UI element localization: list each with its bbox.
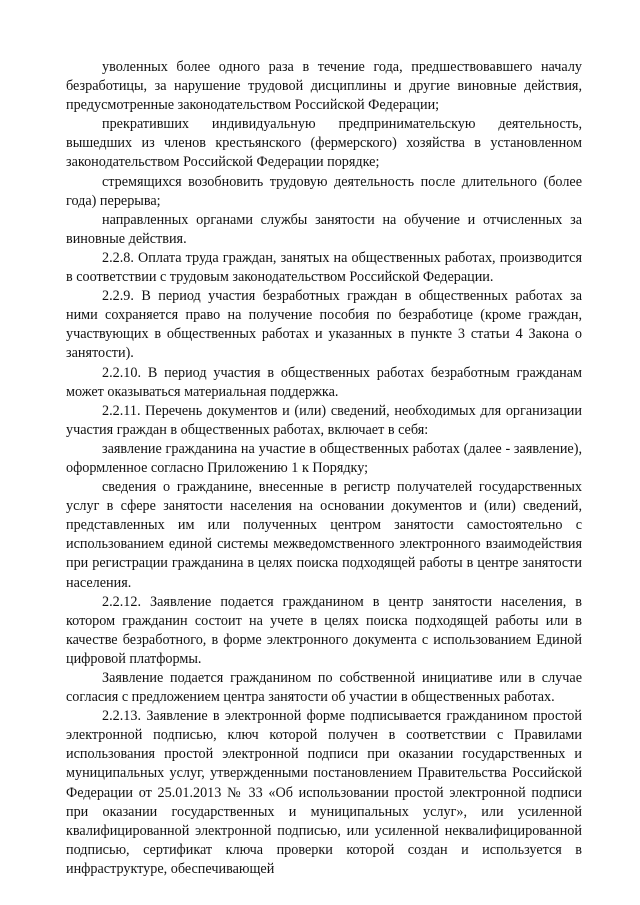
paragraph-2-2-8: 2.2.8. Оплата труда граждан, занятых на общественных работах, производится в соответствии с трудовым законодательством Российской Федерации.: [66, 249, 582, 286]
paragraph-application-item: заявление гражданина на участие в общественных работах (далее - заявление), оформленное согласно Приложению 1 к Порядку;: [66, 440, 582, 476]
document-body: [66, 58, 582, 879]
paragraph-application-initiative: Заявление подается гражданином по собственной инициативе или в случае согласия с предложением центра занятости об участии в общественных работах.: [66, 670, 582, 706]
paragraph-2-2-9: 2.2.9. В период участия безработных граждан в общественных работах за ними сохраняется право на получение пособия по безработице (кроме граждан, участвующих в общественных работах и указанных в пункте 3 статьи 4 Закона о занятости).: [66, 288, 582, 362]
paragraph-2-2-10: 2.2.10. В период участия в общественных работах безработным гражданам может оказываться материальная поддержка.: [66, 364, 582, 400]
paragraph-terminated-entrepreneurs: прекративших индивидуальную предпринимательскую деятельность, вышедших из членов крестьянского (фермерского) хозяйства в установленном законодательством Российской Федерации порядке;: [66, 116, 582, 171]
paragraph-2-2-11: 2.2.11. Перечень документов и (или) сведений, необходимых для организации участия граждан в общественных работах, включает в себя:: [66, 402, 582, 438]
paragraph-expelled-trainees: направленных органами службы занятости на обучение и отчисленных за виновные действия.: [66, 211, 582, 247]
paragraph-2-2-13: 2.2.13. Заявление в электронной форме подписывается гражданином простой электронной подписью, ключ которой получен в соответствии с Правилами использования простой электронной подписи при оказании государственных и муниципальных услуг, утвержденными постановлением Правительства Российской Федерации от 25.01.2013 № 33 «Об использовании простой электронной подписи при оказании государственных и муниципальных услуг», или усиленной квалифицированной электронной подписью, или усиленной неквалифицированной подписью, сертификат ключа проверки которой создан и используется в инфраструктуре, обеспечивающей: [66, 708, 582, 877]
paragraph-citizen-info-item: сведения о гражданине, внесенные в регистр получателей государственных услуг в сфере занятости населения на основании документов и (или) сведений, представленных им или полученных центром занятости самостоятельно с использованием единой системы межведомственного электронного взаимодействия при регистрации гражданина в целях поиска подходящей работы в центре занятости населения.: [66, 479, 582, 591]
paragraph-2-2-12: 2.2.12. Заявление подается гражданином в центр занятости населения, в котором гражданин состоит на учете в целях поиска подходящей работы или в качестве безработного, в форме электронного документа с использованием Единой цифровой платформы.: [66, 593, 582, 667]
paragraph-dismissed-citizens: уволенных более одного раза в течение года, предшествовавшего началу безработицы, за нарушение трудовой дисциплины и другие виновные действия, предусмотренные законодательством Российской Федерации;: [66, 59, 582, 114]
paragraph-resuming-work: стремящихся возобновить трудовую деятельность после длительного (более года) перерыва;: [66, 173, 582, 209]
